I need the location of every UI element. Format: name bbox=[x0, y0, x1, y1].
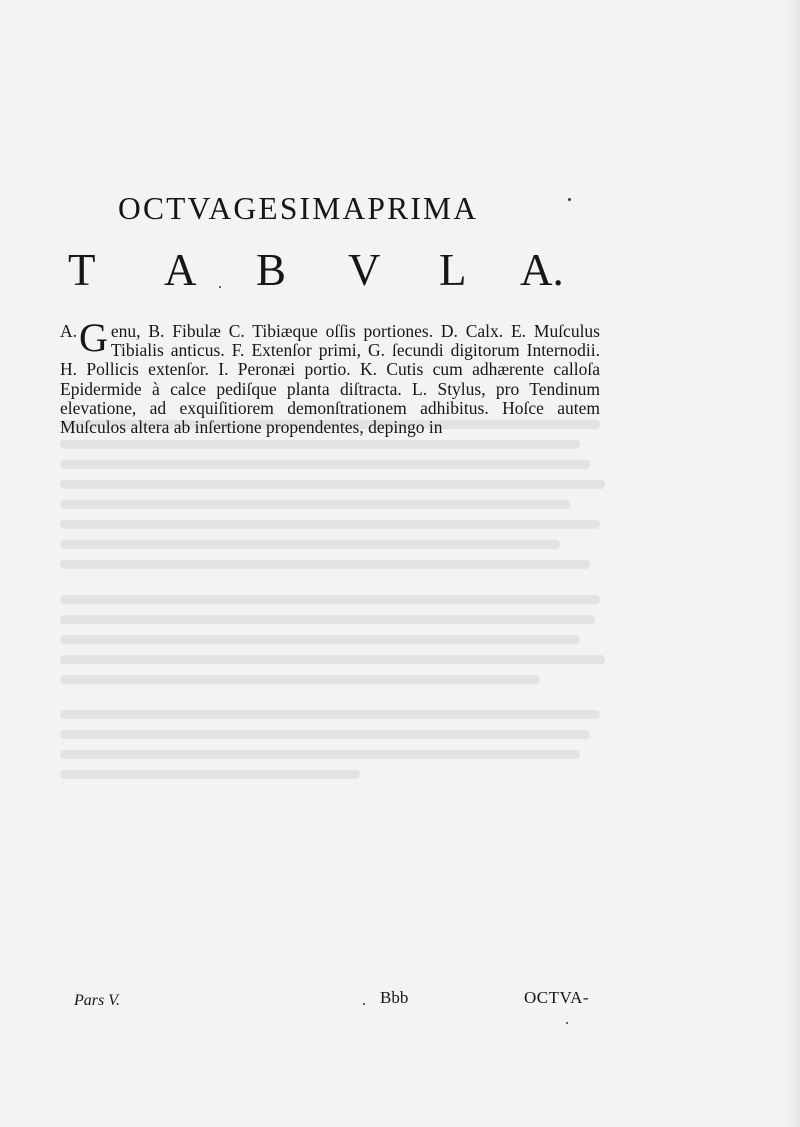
ink-speck bbox=[566, 1022, 568, 1024]
catchword: OCTVA- bbox=[524, 988, 590, 1007]
ink-speck bbox=[219, 286, 221, 288]
title-letter: A. bbox=[520, 245, 564, 295]
title-letter: L bbox=[439, 245, 467, 295]
plate-title bbox=[68, 245, 568, 296]
drop-cap: G bbox=[79, 315, 108, 360]
part-label: Pars V. bbox=[74, 992, 120, 1009]
show-through-text bbox=[60, 420, 620, 800]
title-letter: B bbox=[256, 245, 287, 295]
caption-text: enu, B. Fibulæ C. Tibiæque oſſis portiones. D. Calx. E. Muſculus Tibialis anticus. F. Extenſor primi, G. ſecundi digitorum Internodii. H. Pollicis extenſor. I. Peronæi portio. K. Cutis cum adhærente calloſa Epidermide à calce pediſque planta diſtracta. L. Stylus, pro Tendinum elevatione, ad exquiſitiorem demonſtrationem adhibitus. Hoſce autem Muſculos altera ab inſertione propendentes, depingo in bbox=[60, 321, 600, 438]
ink-speck bbox=[568, 198, 571, 201]
page-edge-shadow bbox=[786, 0, 800, 1127]
caption-paragraph bbox=[60, 315, 600, 438]
signature-mark: Bbb bbox=[380, 988, 409, 1007]
title-letter: V bbox=[348, 245, 381, 295]
title-letter: A bbox=[164, 245, 197, 295]
caption-lead: A. bbox=[60, 321, 78, 341]
ink-speck bbox=[363, 1003, 365, 1005]
title-letter: T bbox=[68, 245, 96, 295]
plate-number-heading: OCTVAGESIMAPRIMA bbox=[118, 191, 479, 226]
